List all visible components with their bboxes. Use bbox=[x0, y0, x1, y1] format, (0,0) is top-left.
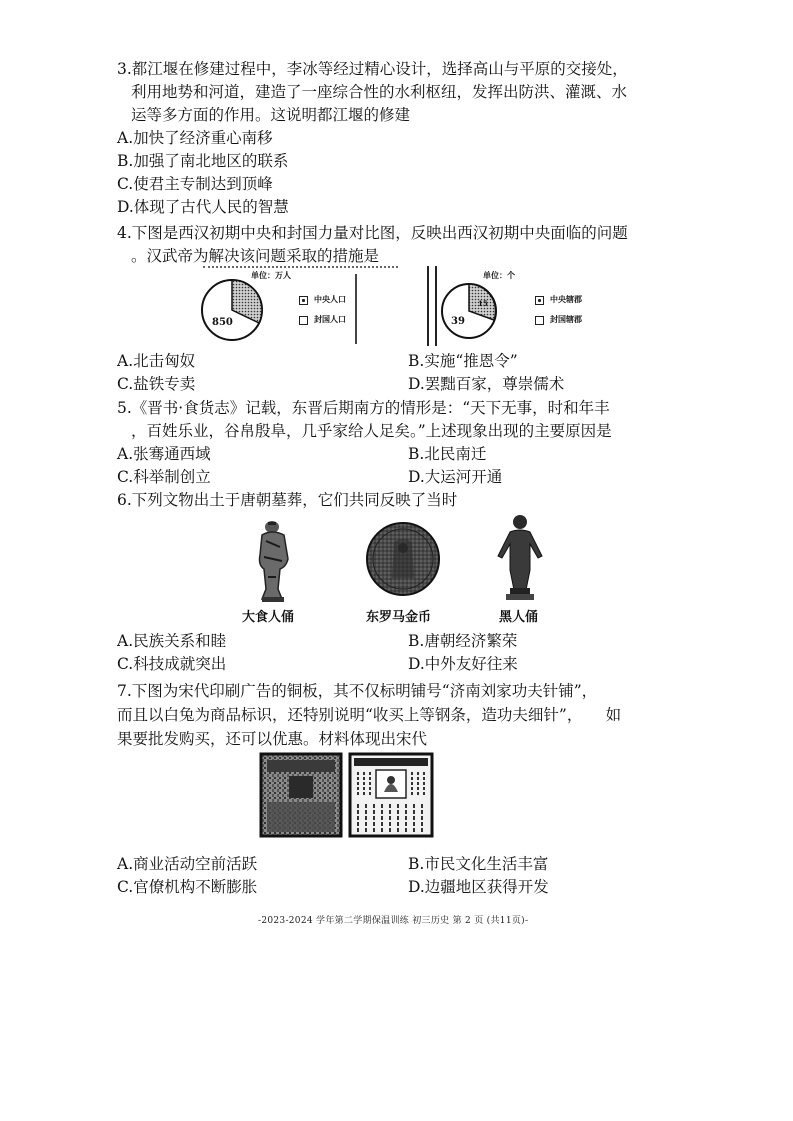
q4-option-a[interactable]: A.北击匈奴 bbox=[117, 352, 196, 370]
q6-option-b[interactable]: B.唐朝经济繁荣 bbox=[408, 632, 518, 650]
q6-stem-line1: 6.下列文物出土于唐朝墓葬，它们共同反映了当时 bbox=[117, 491, 458, 509]
q4-option-c[interactable]: C.盐铁专卖 bbox=[117, 375, 196, 393]
dashi-figurine-image bbox=[252, 517, 302, 605]
q5-option-a[interactable]: A.张骞通西域 bbox=[117, 445, 211, 463]
q4-option-b[interactable]: B.实施“推恩令” bbox=[408, 352, 518, 370]
legend-swatch-dotted bbox=[299, 296, 308, 305]
q7-stem-line1: 7.下图为宋代印刷广告的铜板，其不仅标明铺号“济南刘家功夫针铺”， bbox=[117, 682, 598, 700]
q4-stem-line2: 。汉武帝为解决该问题采取的措施是 bbox=[131, 247, 380, 265]
q4-chart-figure bbox=[195, 266, 620, 348]
right-legend-central: 中央辖郡 bbox=[535, 294, 582, 305]
right-chart-unit: 单位：个 bbox=[483, 270, 515, 280]
q7-option-b[interactable]: B.市民文化生活丰富 bbox=[408, 855, 549, 873]
q7-option-c[interactable]: C.官僚机构不断膨胀 bbox=[117, 878, 258, 896]
q3-stem-line2: 利用地势和河道，建造了一座综合性的水利枢纽，发挥出防洪、灌溉、水 bbox=[131, 83, 628, 101]
q5-option-c[interactable]: C.科举制创立 bbox=[117, 468, 211, 486]
left-chart-unit: 单位：万人 bbox=[251, 270, 291, 280]
legend-swatch-blank-right bbox=[535, 316, 544, 325]
right-pie-chart bbox=[438, 280, 500, 342]
caption-dashi-figurine: 大食人俑 bbox=[242, 610, 295, 625]
q5-stem-line1: 5.《晋书·食货志》记载，东晋后期南方的情形是：“天下无事，时和年丰 bbox=[117, 399, 610, 417]
q3-stem-line1: 3.都江堰在修建过程中，李冰等经过精心设计，选择高山与平原的交接处， bbox=[117, 60, 628, 78]
left-pie-chart bbox=[199, 277, 269, 347]
legend-swatch-blank bbox=[299, 316, 308, 325]
black-figurine-image bbox=[492, 512, 548, 604]
q4-option-d[interactable]: D.罢黜百家，尊崇儒术 bbox=[408, 375, 565, 393]
q7-stem-line3: 果要批发购买，还可以优惠。材料体现出宋代 bbox=[117, 730, 428, 748]
print-advertisement-image bbox=[348, 752, 434, 838]
right-pie-big-label: 39 bbox=[451, 316, 465, 327]
q7-stem-line2: 而且以白兔为商品标识，还特别说明“收买上等钢条，造功夫细针”， 如 bbox=[117, 706, 622, 724]
q7-option-a[interactable]: A.商业活动空前活跃 bbox=[117, 855, 258, 873]
copper-plate-image bbox=[259, 752, 343, 838]
right-pie-small-label: 15 bbox=[478, 299, 488, 308]
q5-stem-line2: ，百姓乐业，谷帛殷阜，几乎家给人足矣。”上述现象出现的主要原因是 bbox=[131, 422, 612, 440]
page-footer: -2023-2024 学年第二学期保温训练 初三历史 第 2 页 (共11页)- bbox=[258, 916, 529, 926]
left-legend-fief: 封国人口 bbox=[299, 314, 346, 325]
caption-black-figurine: 黑人俑 bbox=[499, 610, 539, 625]
q3-option-b[interactable]: B.加强了南北地区的联系 bbox=[117, 152, 289, 170]
q6-option-a[interactable]: A.民族关系和睦 bbox=[117, 632, 227, 650]
byzantine-gold-coin-image bbox=[364, 520, 442, 598]
caption-byzantine-coin: 东罗马金币 bbox=[366, 610, 432, 625]
left-pie-label: 850 bbox=[212, 317, 233, 328]
q4-stem-line1: 4.下图是西汉初期中央和封国力量对比图，反映出西汉初期中央面临的问题 bbox=[117, 224, 628, 242]
left-legend-central: 中央人口 bbox=[299, 294, 346, 305]
q5-option-d[interactable]: D.大运河开通 bbox=[408, 468, 503, 486]
right-legend-fief: 封国辖郡 bbox=[535, 314, 582, 325]
q5-option-b[interactable]: B.北民南迁 bbox=[408, 445, 487, 463]
q7-option-d[interactable]: D.边疆地区获得开发 bbox=[408, 878, 549, 896]
q3-stem-line3: 运等多方面的作用。这说明都江堰的修建 bbox=[131, 106, 411, 124]
q3-option-c[interactable]: C.使君主专制达到顶峰 bbox=[117, 175, 273, 193]
q3-option-a[interactable]: A.加快了经济重心南移 bbox=[117, 129, 273, 147]
legend-swatch-dotted-right bbox=[535, 296, 544, 305]
q6-option-c[interactable]: C.科技成就突出 bbox=[117, 655, 227, 673]
q3-option-d[interactable]: D.体现了古代人民的智慧 bbox=[117, 198, 289, 216]
q6-option-d[interactable]: D.中外友好往来 bbox=[408, 655, 518, 673]
